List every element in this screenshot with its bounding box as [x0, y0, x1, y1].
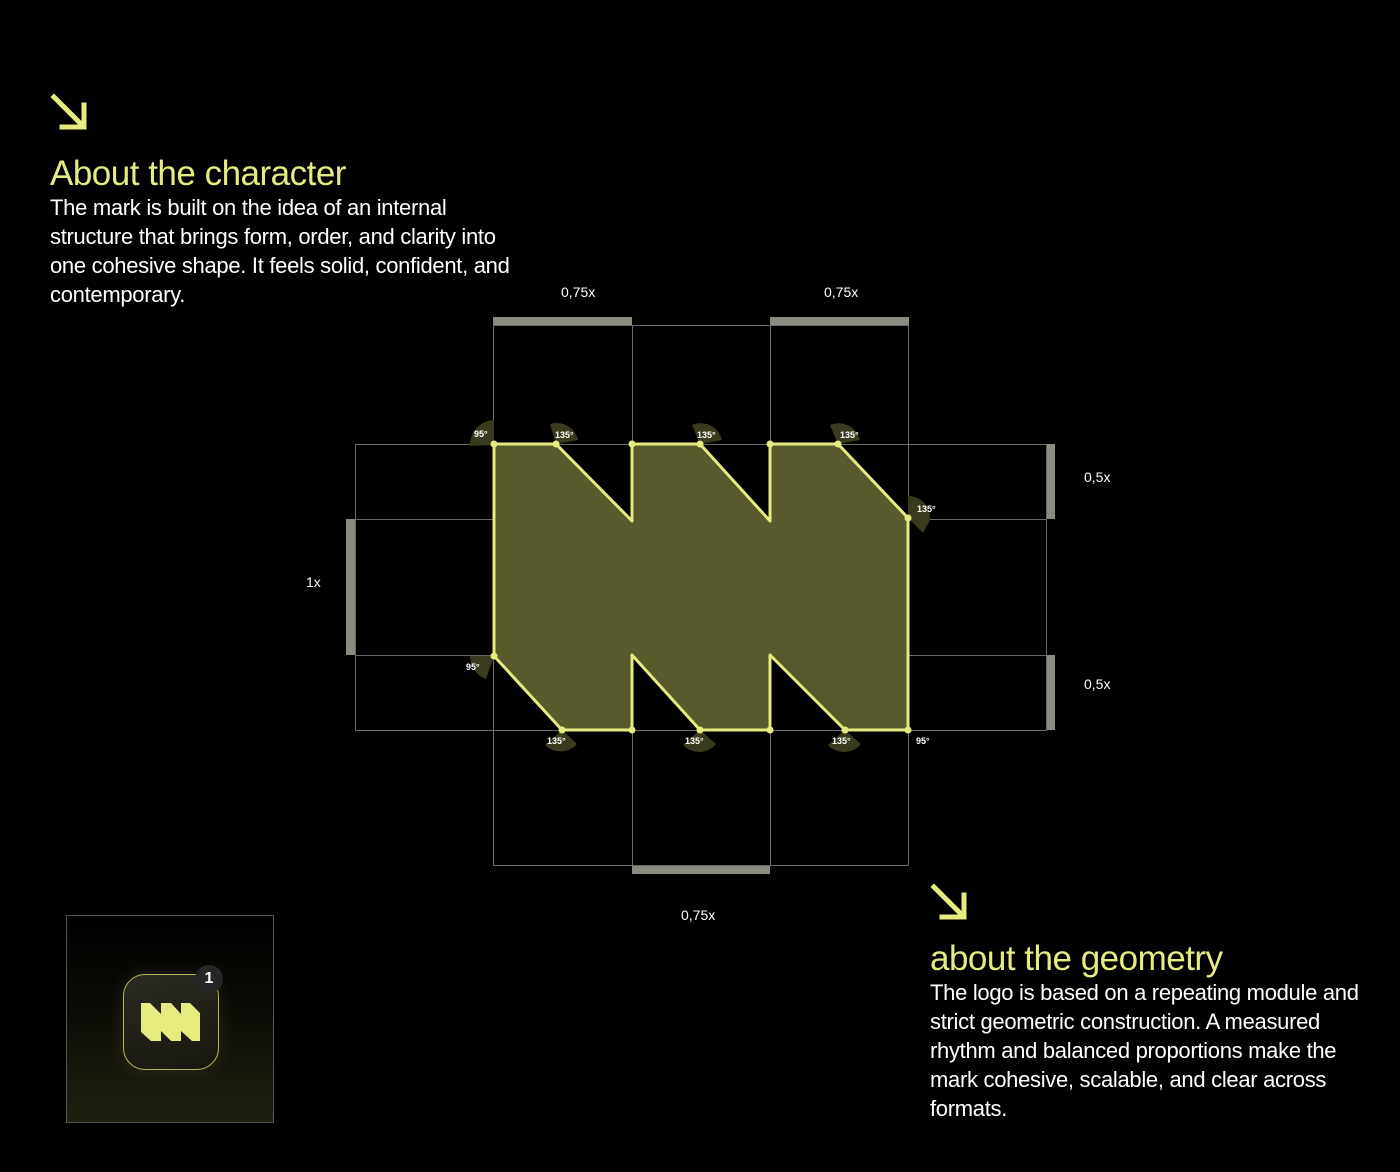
angle-label: 135°: [685, 736, 704, 746]
dim-bar-bottom: [632, 866, 770, 874]
angle-label: 95°: [466, 662, 480, 672]
angle-label: 135°: [832, 736, 851, 746]
app-icon-preview: [66, 915, 274, 1123]
dim-label-top-right: 0,75x: [824, 284, 859, 300]
geometry-description: The logo is based on a repeating module and strict geometric construction. A measured rhythm and balanced proportions make the mark cohesive, scalable, and clear across formats.: [930, 980, 1359, 1121]
dim-label-left: 1x: [306, 574, 321, 590]
notification-badge: 1: [195, 965, 223, 993]
dim-bar-top-right: [770, 317, 909, 325]
geometry-title: about the geometry: [930, 939, 1223, 978]
logo-mark-shape: [494, 444, 908, 730]
dim-bar-left: [346, 519, 355, 655]
character-title: About the character: [50, 154, 346, 193]
dim-label-bottom: 0,75x: [681, 907, 716, 923]
angle-label: 135°: [697, 430, 716, 440]
dim-bar-top-left: [493, 317, 632, 325]
angle-label: 135°: [555, 430, 574, 440]
angle-label: 95°: [474, 429, 488, 439]
angle-label: 135°: [917, 504, 936, 514]
dim-bar-right-top: [1047, 444, 1055, 519]
angle-label: 135°: [840, 430, 859, 440]
dim-label-top-left: 0,75x: [561, 284, 596, 300]
dim-label-right-bottom: 0,5x: [1084, 676, 1111, 692]
arrow-down-right-icon: [930, 883, 970, 923]
angle-label: 135°: [547, 736, 566, 746]
dim-bar-right-bottom: [1047, 655, 1055, 730]
dim-label-right-top: 0,5x: [1084, 469, 1111, 485]
angle-label: 95°: [916, 736, 930, 746]
character-description: The mark is built on the idea of an internal structure that brings form, order, and clarity into one cohesive shape. It feels solid, confident, and contemporary.: [50, 195, 510, 307]
